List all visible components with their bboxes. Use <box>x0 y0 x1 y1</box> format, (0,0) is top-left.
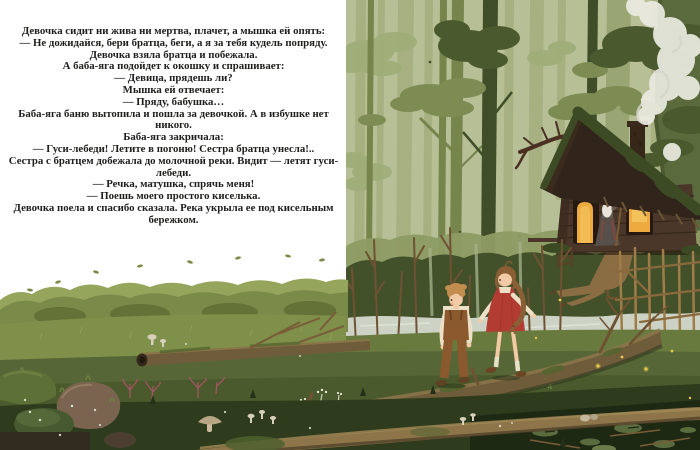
story-paragraph: Девочка сидит ни жива ни мертва, плачет, а мышка ей опять: <box>21 25 326 37</box>
story-paragraph: — Поешь моего простого киселька. <box>86 190 261 203</box>
story-paragraph: Баба-яга закричала: <box>123 131 224 144</box>
story-paragraph: Девочка поела и спасибо сказала. Река укрыла ее под кисельным бережком. <box>13 201 334 226</box>
story-paragraph: Баба-яга баню вытопила и пошла за девочкой. А в избушке нет никого. <box>18 107 329 132</box>
story-paragraph: Сестра с братцем добежала до молочной реки. Видит — летят гуси-лебеди. <box>8 154 339 179</box>
story-paragraph: — Пряду, бабушка… <box>122 95 225 108</box>
story-paragraph: — Девица, прядешь ли? <box>114 72 233 85</box>
story-paragraph: Мышка ей отвечает: <box>122 83 225 96</box>
story-paragraph: — Гуси-лебеди! Летите в погоню! Сестра братца унесла!.. <box>32 142 315 155</box>
story-paragraph: Девочка взяла братца и побежала. <box>89 48 258 61</box>
story-text <box>5 26 342 227</box>
hut-door <box>573 198 599 244</box>
story-paragraph: А баба-яга подойдет к окошку и спрашивает: <box>62 60 285 73</box>
story-paragraph: — Речка, матушка, спрячь меня! <box>92 178 255 191</box>
story-paragraph: — Не дожидайся, бери братца, беги, а я за тебя кудель попряду. <box>19 36 328 49</box>
